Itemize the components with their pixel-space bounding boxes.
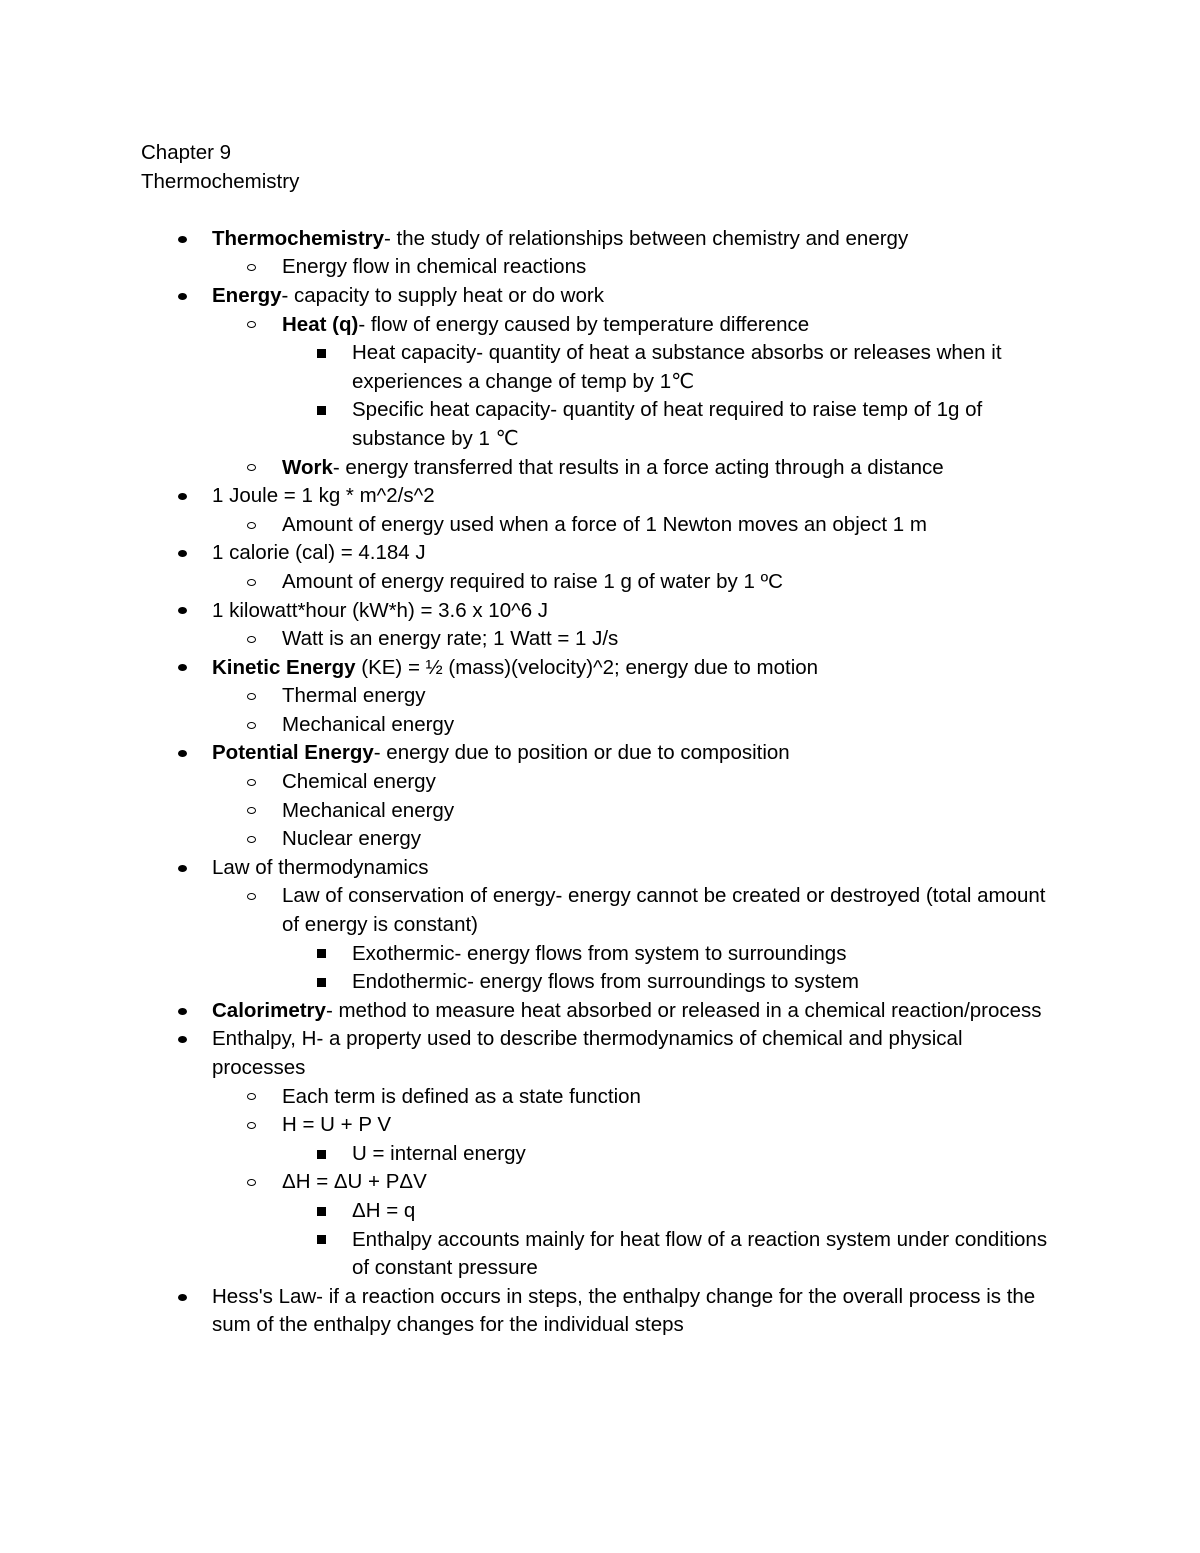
- list-item: Endothermic- energy flows from surroundings to system: [141, 968, 1061, 997]
- hollow-circle-bullet-icon: [247, 511, 256, 540]
- hollow-circle-bullet-icon: [247, 825, 256, 854]
- list-item: Nuclear energy: [141, 825, 1061, 854]
- list-item: Enthalpy accounts mainly for heat flow of a reaction system under conditions of constant pressure: [141, 1226, 1061, 1283]
- list-item: Amount of energy used when a force of 1 Newton moves an object 1 m: [141, 511, 1061, 540]
- filled-circle-bullet-icon: [178, 482, 187, 511]
- list-item: 1 kilowatt*hour (kW*h) = 3.6 x 10^6 J: [141, 597, 1061, 626]
- list-item: ΔH = q: [141, 1197, 1061, 1226]
- notes-list: [141, 225, 1061, 1340]
- filled-circle-bullet-icon: [178, 654, 187, 683]
- filled-circle-bullet-icon: [178, 854, 187, 883]
- list-item: Energy- capacity to supply heat or do work: [141, 282, 1061, 311]
- hollow-circle-bullet-icon: [247, 1111, 256, 1140]
- filled-circle-bullet-icon: [178, 739, 187, 768]
- list-item: 1 calorie (cal) = 4.184 J: [141, 539, 1061, 568]
- filled-circle-bullet-icon: [178, 282, 187, 311]
- list-item: Thermal energy: [141, 682, 1061, 711]
- list-item: Law of thermodynamics: [141, 854, 1061, 883]
- hollow-circle-bullet-icon: [247, 1168, 256, 1197]
- hollow-circle-bullet-icon: [247, 768, 256, 797]
- list-item: Calorimetry- method to measure heat absorbed or released in a chemical reaction/process: [141, 997, 1061, 1026]
- square-bullet-icon: [317, 396, 326, 425]
- chapter-heading: Chapter 9: [141, 141, 232, 164]
- list-item: Potential Energy- energy due to position or due to composition: [141, 739, 1061, 768]
- list-item: Chemical energy: [141, 768, 1061, 797]
- square-bullet-icon: [317, 940, 326, 969]
- list-item: Work- energy transferred that results in a force acting through a distance: [141, 454, 1061, 483]
- list-item: Specific heat capacity- quantity of heat required to raise temp of 1g of substance by 1 ℃: [141, 396, 1061, 453]
- subject-heading: Thermochemistry: [141, 169, 300, 193]
- hollow-circle-bullet-icon: [247, 311, 256, 340]
- square-bullet-icon: [317, 1197, 326, 1226]
- list-item: U = internal energy: [141, 1140, 1061, 1169]
- filled-circle-bullet-icon: [178, 997, 187, 1026]
- list-item: Amount of energy required to raise 1 g of water by 1 ºC: [141, 568, 1061, 597]
- list-item: Heat (q)- flow of energy caused by temperature difference: [141, 311, 1061, 340]
- list-item: Enthalpy, H- a property used to describe thermodynamics of chemical and physical processes: [141, 1025, 1061, 1082]
- list-item: ΔH = ΔU + PΔV: [141, 1168, 1061, 1197]
- list-item: Law of conservation of energy- energy cannot be created or destroyed (total amount of energy is constant): [141, 882, 1061, 939]
- filled-circle-bullet-icon: [178, 1283, 187, 1312]
- square-bullet-icon: [317, 339, 326, 368]
- filled-circle-bullet-icon: [178, 225, 187, 254]
- filled-circle-bullet-icon: [178, 597, 187, 626]
- list-item: H = U + P V: [141, 1111, 1061, 1140]
- hollow-circle-bullet-icon: [247, 711, 256, 740]
- square-bullet-icon: [317, 1140, 326, 1169]
- hollow-circle-bullet-icon: [247, 454, 256, 483]
- list-item: Kinetic Energy (KE) = ½ (mass)(velocity)^2; energy due to motion: [141, 654, 1061, 683]
- hollow-circle-bullet-icon: [247, 882, 256, 911]
- list-item: Exothermic- energy flows from system to surroundings: [141, 940, 1061, 969]
- hollow-circle-bullet-icon: [247, 568, 256, 597]
- hollow-circle-bullet-icon: [247, 682, 256, 711]
- filled-circle-bullet-icon: [178, 1025, 187, 1054]
- notes-content: [141, 139, 1061, 1340]
- list-item: Watt is an energy rate; 1 Watt = 1 J/s: [141, 625, 1061, 654]
- list-item: Mechanical energy: [141, 797, 1061, 826]
- filled-circle-bullet-icon: [178, 539, 187, 568]
- hollow-circle-bullet-icon: [247, 625, 256, 654]
- square-bullet-icon: [317, 968, 326, 997]
- list-item: Each term is defined as a state function: [141, 1083, 1061, 1112]
- list-item: 1 Joule = 1 kg * m^2/s^2: [141, 482, 1061, 511]
- list-item: Thermochemistry- the study of relationships between chemistry and energy: [141, 225, 1061, 254]
- list-item: Energy flow in chemical reactions: [141, 253, 1061, 282]
- list-item: Heat capacity- quantity of heat a substance absorbs or releases when it experiences a change of temp by 1℃: [141, 339, 1061, 396]
- hollow-circle-bullet-icon: [247, 253, 256, 282]
- list-item: Mechanical energy: [141, 711, 1061, 740]
- list-item: Hess's Law- if a reaction occurs in steps, the enthalpy change for the overall process is the sum of the enthalpy changes for the individual steps: [141, 1283, 1061, 1340]
- hollow-circle-bullet-icon: [247, 1083, 256, 1112]
- square-bullet-icon: [317, 1226, 326, 1255]
- hollow-circle-bullet-icon: [247, 797, 256, 826]
- blank-line: [141, 196, 1061, 225]
